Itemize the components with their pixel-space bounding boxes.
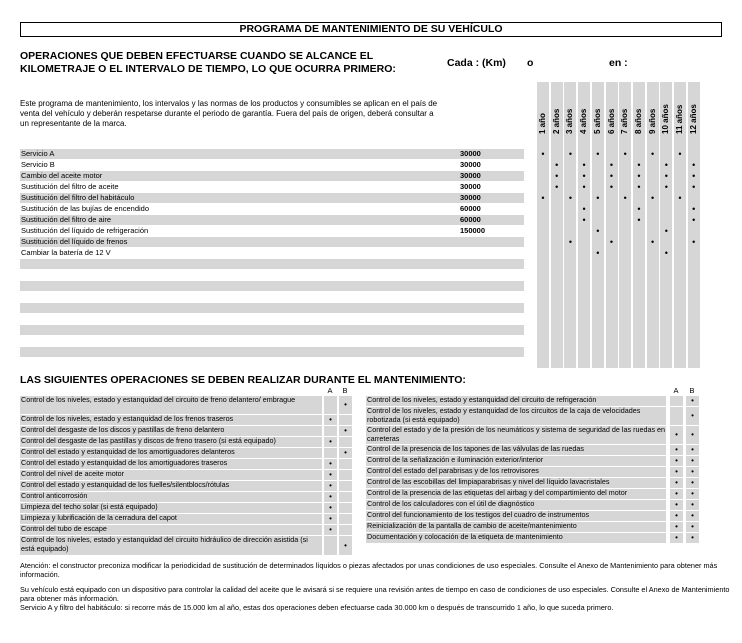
schedule-dot: •: [678, 149, 682, 159]
schedule-row: [20, 226, 524, 236]
operation-km: 30000: [460, 182, 481, 191]
schedule-row: [20, 182, 524, 192]
mark-b: •: [686, 478, 699, 488]
maintenance-task: Control del funcionamiento de los testigos del cuadro de instrumentos: [366, 511, 666, 521]
maintenance-row: [366, 522, 699, 532]
schedule-row: [20, 303, 524, 313]
mark-b: •: [686, 426, 699, 444]
column-b-header: B: [689, 386, 695, 395]
maintenance-row: [20, 437, 352, 447]
schedule-dot: •: [568, 149, 572, 159]
footnote: Servicio A y filtro del habitáculo: si recorre más de 15.000 km al año, estas dos operaciones deben efectuarse cada 30.000 km o después de transcurrido 1 año, lo que suceda primero.: [20, 603, 614, 612]
mark-a: [670, 396, 683, 406]
mark-b: [339, 481, 352, 491]
column-a-header: A: [327, 386, 333, 395]
schedule-dot: •: [692, 171, 696, 181]
operation-km: 30000: [460, 193, 481, 202]
intro-paragraph: Este programa de mantenimiento, los intervalos y las normas de los productos y consumibles se aplican en el país de venta del vehículo y deberán respetarse durante el periodo de garantía. Fuera del país de origen, deberá consultar a un representante de la marca.: [20, 99, 438, 128]
maintenance-task: Control de la señalización e iluminación exterior/interior: [366, 456, 666, 466]
schedule-row: [20, 237, 524, 247]
year-label: 3 años: [565, 108, 575, 134]
schedule-row: [20, 281, 524, 291]
schedule-dot: •: [568, 237, 572, 247]
schedule-row: [20, 314, 524, 324]
mark-b: •: [686, 396, 699, 406]
mark-b: •: [686, 445, 699, 455]
maintenance-row: [20, 396, 352, 414]
mark-b: •: [339, 396, 352, 414]
mark-a: •: [670, 533, 683, 543]
maintenance-task: Control de los calculadores con el útil de diagnóstico: [366, 500, 666, 510]
mark-a: [670, 407, 683, 425]
maintenance-row: [20, 492, 352, 502]
schedule-dot: •: [651, 193, 655, 203]
maintenance-task: Documentación y colocación de la etiqueta de mantenimiento: [366, 533, 666, 543]
year-label: 8 años: [633, 108, 643, 134]
mark-a: [324, 536, 337, 555]
year-label: 6 años: [606, 108, 616, 134]
schedule-dot: •: [555, 182, 559, 192]
schedule-dot: •: [609, 182, 614, 192]
schedule-dot: •: [651, 149, 655, 159]
schedule-dot: •: [637, 182, 641, 192]
footnote: Su vehículo está equipado con un dispositivo para controlar la calidad del aceite que le avisará si se requiere una revisión antes de tiempo en caso de condiciones de uso especiales. Consulte el Anexo de Mantenimiento para obtener más información.: [20, 585, 730, 604]
operation-name: Sustitución del líquido de frenos: [21, 237, 128, 246]
mark-b: [339, 514, 352, 524]
maintenance-row: [20, 503, 352, 513]
mark-b: •: [686, 533, 699, 543]
mark-b: •: [686, 456, 699, 466]
maintenance-row: [20, 470, 352, 480]
maintenance-row: [366, 456, 699, 466]
operation-km: 30000: [460, 171, 481, 180]
mark-b: •: [686, 489, 699, 499]
maintenance-row: [366, 407, 699, 425]
maintenance-task: Control de los niveles, estado y estanquidad del circuito de freno delantero/ embrague: [20, 396, 322, 414]
year-header: [537, 113, 549, 148]
schedule-row: [20, 160, 524, 170]
schedule-row: [20, 248, 524, 258]
maintenance-row: [20, 415, 352, 425]
year-label: 10 años: [661, 104, 671, 134]
operation-name: Sustitución del filtro del habitáculo: [21, 193, 135, 202]
schedule-dot: •: [596, 193, 600, 203]
year-header: [674, 104, 686, 148]
schedule-dot: •: [678, 193, 682, 203]
mark-a: •: [324, 437, 337, 447]
mark-a: •: [670, 478, 683, 488]
year-header: [606, 108, 618, 148]
maintenance-row: [20, 426, 352, 436]
maintenance-task: Limpieza y lubrificación de la cerradura del capot: [20, 514, 322, 524]
or-label: o: [527, 57, 534, 69]
year-label: 2 años: [551, 108, 561, 134]
schedule-row: [20, 259, 524, 269]
mark-b: •: [339, 536, 352, 555]
year-header: [619, 108, 631, 148]
operation-km: 30000: [460, 160, 481, 169]
maintenance-row: [366, 511, 699, 521]
maintenance-row: [20, 525, 352, 535]
schedule-row: [20, 347, 524, 357]
maintenance-task: Control del tubo de escape: [20, 525, 322, 535]
year-header: [578, 108, 590, 148]
mark-a: •: [324, 459, 337, 469]
schedule-dot: •: [692, 237, 696, 247]
operation-name: Servicio B: [21, 160, 55, 169]
maintenance-task: Control de los niveles, estado y estanquidad del circuito de refrigeración: [366, 396, 666, 406]
schedule-dot: •: [609, 160, 614, 170]
schedule-row: [20, 193, 524, 203]
maintenance-task: Control del desgaste de las pastillas y discos de freno trasero (si está equipado): [20, 437, 322, 447]
year-header: [660, 104, 672, 148]
schedule-row: [20, 358, 524, 368]
maintenance-task: Control de las escobillas del limpiaparabrisas y nivel del líquido lavacristales: [366, 478, 666, 488]
schedule-dot: •: [692, 204, 696, 214]
mark-a: •: [324, 514, 337, 524]
schedule-dot: •: [596, 226, 600, 236]
maintenance-task: Control de los niveles, estado y estanquidad de los circuitos de la caja de velocidades robotizada (si está equipado): [366, 407, 666, 425]
operation-name: Cambio del aceite motor: [21, 171, 103, 180]
mark-a: •: [670, 467, 683, 477]
en-label: en :: [609, 57, 628, 69]
maintenance-task: Control de los niveles, estado y estanquidad del circuito hidráulico de dirección asistida (si está equipado): [20, 536, 322, 555]
mark-b: [339, 492, 352, 502]
maintenance-row: [20, 448, 352, 458]
mark-a: •: [324, 492, 337, 502]
schedule-dot: •: [582, 182, 586, 192]
schedule-dot: •: [637, 204, 641, 214]
year-header: [551, 108, 563, 148]
mark-a: •: [670, 426, 683, 444]
operation-name: Cambiar la batería de 12 V: [21, 248, 111, 257]
mark-b: •: [339, 448, 352, 458]
mark-b: •: [686, 511, 699, 521]
schedule-dot: •: [541, 149, 545, 159]
mark-b: [339, 525, 352, 535]
schedule-dot: •: [664, 226, 668, 236]
operation-name: Sustitución de las bujías de encendido: [21, 204, 150, 213]
schedule-row: [20, 149, 524, 159]
year-header: [647, 108, 659, 148]
schedule-dot: •: [692, 160, 696, 170]
mark-b: [339, 470, 352, 480]
schedule-row: [20, 204, 524, 214]
mark-a: •: [670, 456, 683, 466]
operation-km: 60000: [460, 204, 481, 213]
year-header: [688, 104, 700, 148]
schedule-dot: •: [555, 160, 559, 170]
schedule-row: [20, 325, 524, 335]
schedule-row: [20, 215, 524, 225]
year-label: 12 años: [688, 104, 698, 134]
mark-a: •: [324, 470, 337, 480]
schedule-row: [20, 270, 524, 280]
mark-a: [324, 448, 337, 458]
schedule-dot: •: [582, 204, 586, 214]
mark-a: •: [670, 522, 683, 532]
schedule-dot: •: [582, 160, 586, 170]
schedule-dot: •: [568, 193, 572, 203]
schedule-dot: •: [596, 248, 600, 258]
page-title: PROGRAMA DE MANTENIMIENTO DE SU VEHÍCULO: [20, 22, 722, 37]
mark-a: •: [670, 445, 683, 455]
maintenance-row: [366, 489, 699, 499]
mark-a: [324, 426, 337, 436]
schedule-heading: OPERACIONES QUE DEBEN EFECTUARSE CUANDO SE ALCANCE EL KILOMETRAJE O EL INTERVALO DE TIEMPO, LO QUE OCURRA PRIMERO:: [20, 50, 396, 75]
maintenance-task: Control del desgaste de los discos y pastillas de freno delantero: [20, 426, 322, 436]
year-label: 1 año: [538, 113, 547, 134]
schedule-dot: •: [623, 193, 627, 203]
mark-b: [339, 459, 352, 469]
schedule-row: [20, 171, 524, 181]
schedule-dot: •: [582, 171, 586, 181]
maintenance-task: Reinicialización de la pantalla de cambio de aceite/mantenimiento: [366, 522, 666, 532]
maintenance-row: [366, 426, 699, 444]
maintenance-row: [20, 536, 352, 555]
mark-a: •: [324, 525, 337, 535]
year-header: [633, 108, 645, 148]
schedule-dot: •: [664, 171, 668, 181]
maintenance-row: [366, 533, 699, 543]
maintenance-task: Control del estado del parabrisas y de los retrovisores: [366, 467, 666, 477]
mark-a: •: [670, 511, 683, 521]
mark-b: •: [686, 522, 699, 532]
footnote: Atención: el constructor preconiza modificar la periodicidad de sustitución de determinados líquidos o piezas afectados por unas condiciones de uso especiales. Consulte el Anexo de Mantenimiento para obtener más información.: [20, 561, 718, 580]
schedule-dot: •: [541, 193, 545, 203]
maintenance-row: [20, 481, 352, 491]
mark-a: •: [324, 481, 337, 491]
year-label: 9 años: [647, 108, 657, 134]
schedule-dot: •: [623, 149, 627, 159]
maintenance-task: Control del estado y estanquidad de los amortiguadores traseros: [20, 459, 322, 469]
schedule-dot: •: [582, 215, 586, 225]
mark-b: [339, 437, 352, 447]
schedule-dot: •: [664, 248, 668, 258]
mark-a: [324, 396, 337, 414]
operation-name: Sustitución del filtro de aceite: [21, 182, 119, 191]
schedule-dot: •: [664, 160, 668, 170]
mark-a: •: [670, 500, 683, 510]
maintenance-row: [366, 478, 699, 488]
maintenance-row: [366, 500, 699, 510]
mark-a: •: [324, 415, 337, 425]
cada-km-label: Cada : (Km): [447, 57, 506, 69]
mark-a: •: [324, 503, 337, 513]
maintenance-row: [366, 467, 699, 477]
schedule-dot: •: [555, 171, 559, 181]
schedule-row: [20, 292, 524, 302]
maintenance-row: [20, 459, 352, 469]
mark-a: •: [670, 489, 683, 499]
mark-b: [339, 503, 352, 513]
year-header: [564, 108, 576, 148]
maintenance-task: Control del nivel de aceite motor: [20, 470, 322, 480]
schedule-dot: •: [637, 171, 641, 181]
schedule-dot: •: [664, 182, 668, 192]
mark-b: •: [686, 500, 699, 510]
mark-b: •: [686, 407, 699, 425]
operation-km: 60000: [460, 215, 481, 224]
year-label: 7 años: [620, 108, 630, 134]
operation-km: 150000: [460, 226, 486, 235]
maintenance-row: [366, 445, 699, 455]
maintenance-task: Control del estado y estanquidad de los amortiguadores delanteros: [20, 448, 322, 458]
mark-b: •: [339, 426, 352, 436]
schedule-row: [20, 336, 524, 346]
maintenance-task: Control del estado y estanquidad de los fuelles/silentblocs/rótulas: [20, 481, 322, 491]
operation-km: 30000: [460, 149, 481, 158]
schedule-dot: •: [651, 237, 655, 247]
column-b-header: B: [342, 386, 348, 395]
maintenance-heading: LAS SIGUIENTES OPERACIONES SE DEBEN REALIZAR DURANTE EL MANTENIMIENTO:: [20, 374, 466, 386]
schedule-dot: •: [637, 160, 641, 170]
column-a-header: A: [673, 386, 679, 395]
schedule-dot: •: [596, 149, 600, 159]
schedule-dot: •: [609, 171, 614, 181]
maintenance-task: Limpieza del techo solar (si está equipado): [20, 503, 322, 513]
maintenance-task: Control del estado y de la presión de los neumáticos y sistema de seguridad de las ruedas en carreteras: [367, 425, 666, 443]
maintenance-task: Control de los niveles, estado y estanquidad de los frenos traseros: [20, 415, 322, 425]
year-label: 4 años: [579, 108, 589, 134]
schedule-dot: •: [692, 182, 696, 192]
maintenance-row: [366, 396, 699, 406]
operation-name: Sustitución del líquido de refrigeración: [21, 226, 149, 235]
maintenance-task: Control anticorrosión: [20, 492, 322, 502]
mark-b: [339, 415, 352, 425]
maintenance-row: [20, 514, 352, 524]
year-label: 11 años: [675, 104, 684, 134]
year-label: 5 años: [592, 108, 602, 134]
year-header: [592, 108, 604, 148]
schedule-dot: •: [637, 215, 641, 225]
operation-name: Sustitución del filtro de aire: [21, 215, 112, 224]
operation-name: Servicio A: [21, 149, 55, 158]
maintenance-task: Control de la presencia de los tapones de las válvulas de las ruedas: [366, 445, 666, 455]
maintenance-task: Control de la presencia de las etiquetas del airbag y del compartimiento del motor: [366, 489, 666, 499]
mark-b: •: [686, 467, 699, 477]
schedule-dot: •: [692, 215, 696, 225]
schedule-dot: •: [609, 237, 614, 247]
